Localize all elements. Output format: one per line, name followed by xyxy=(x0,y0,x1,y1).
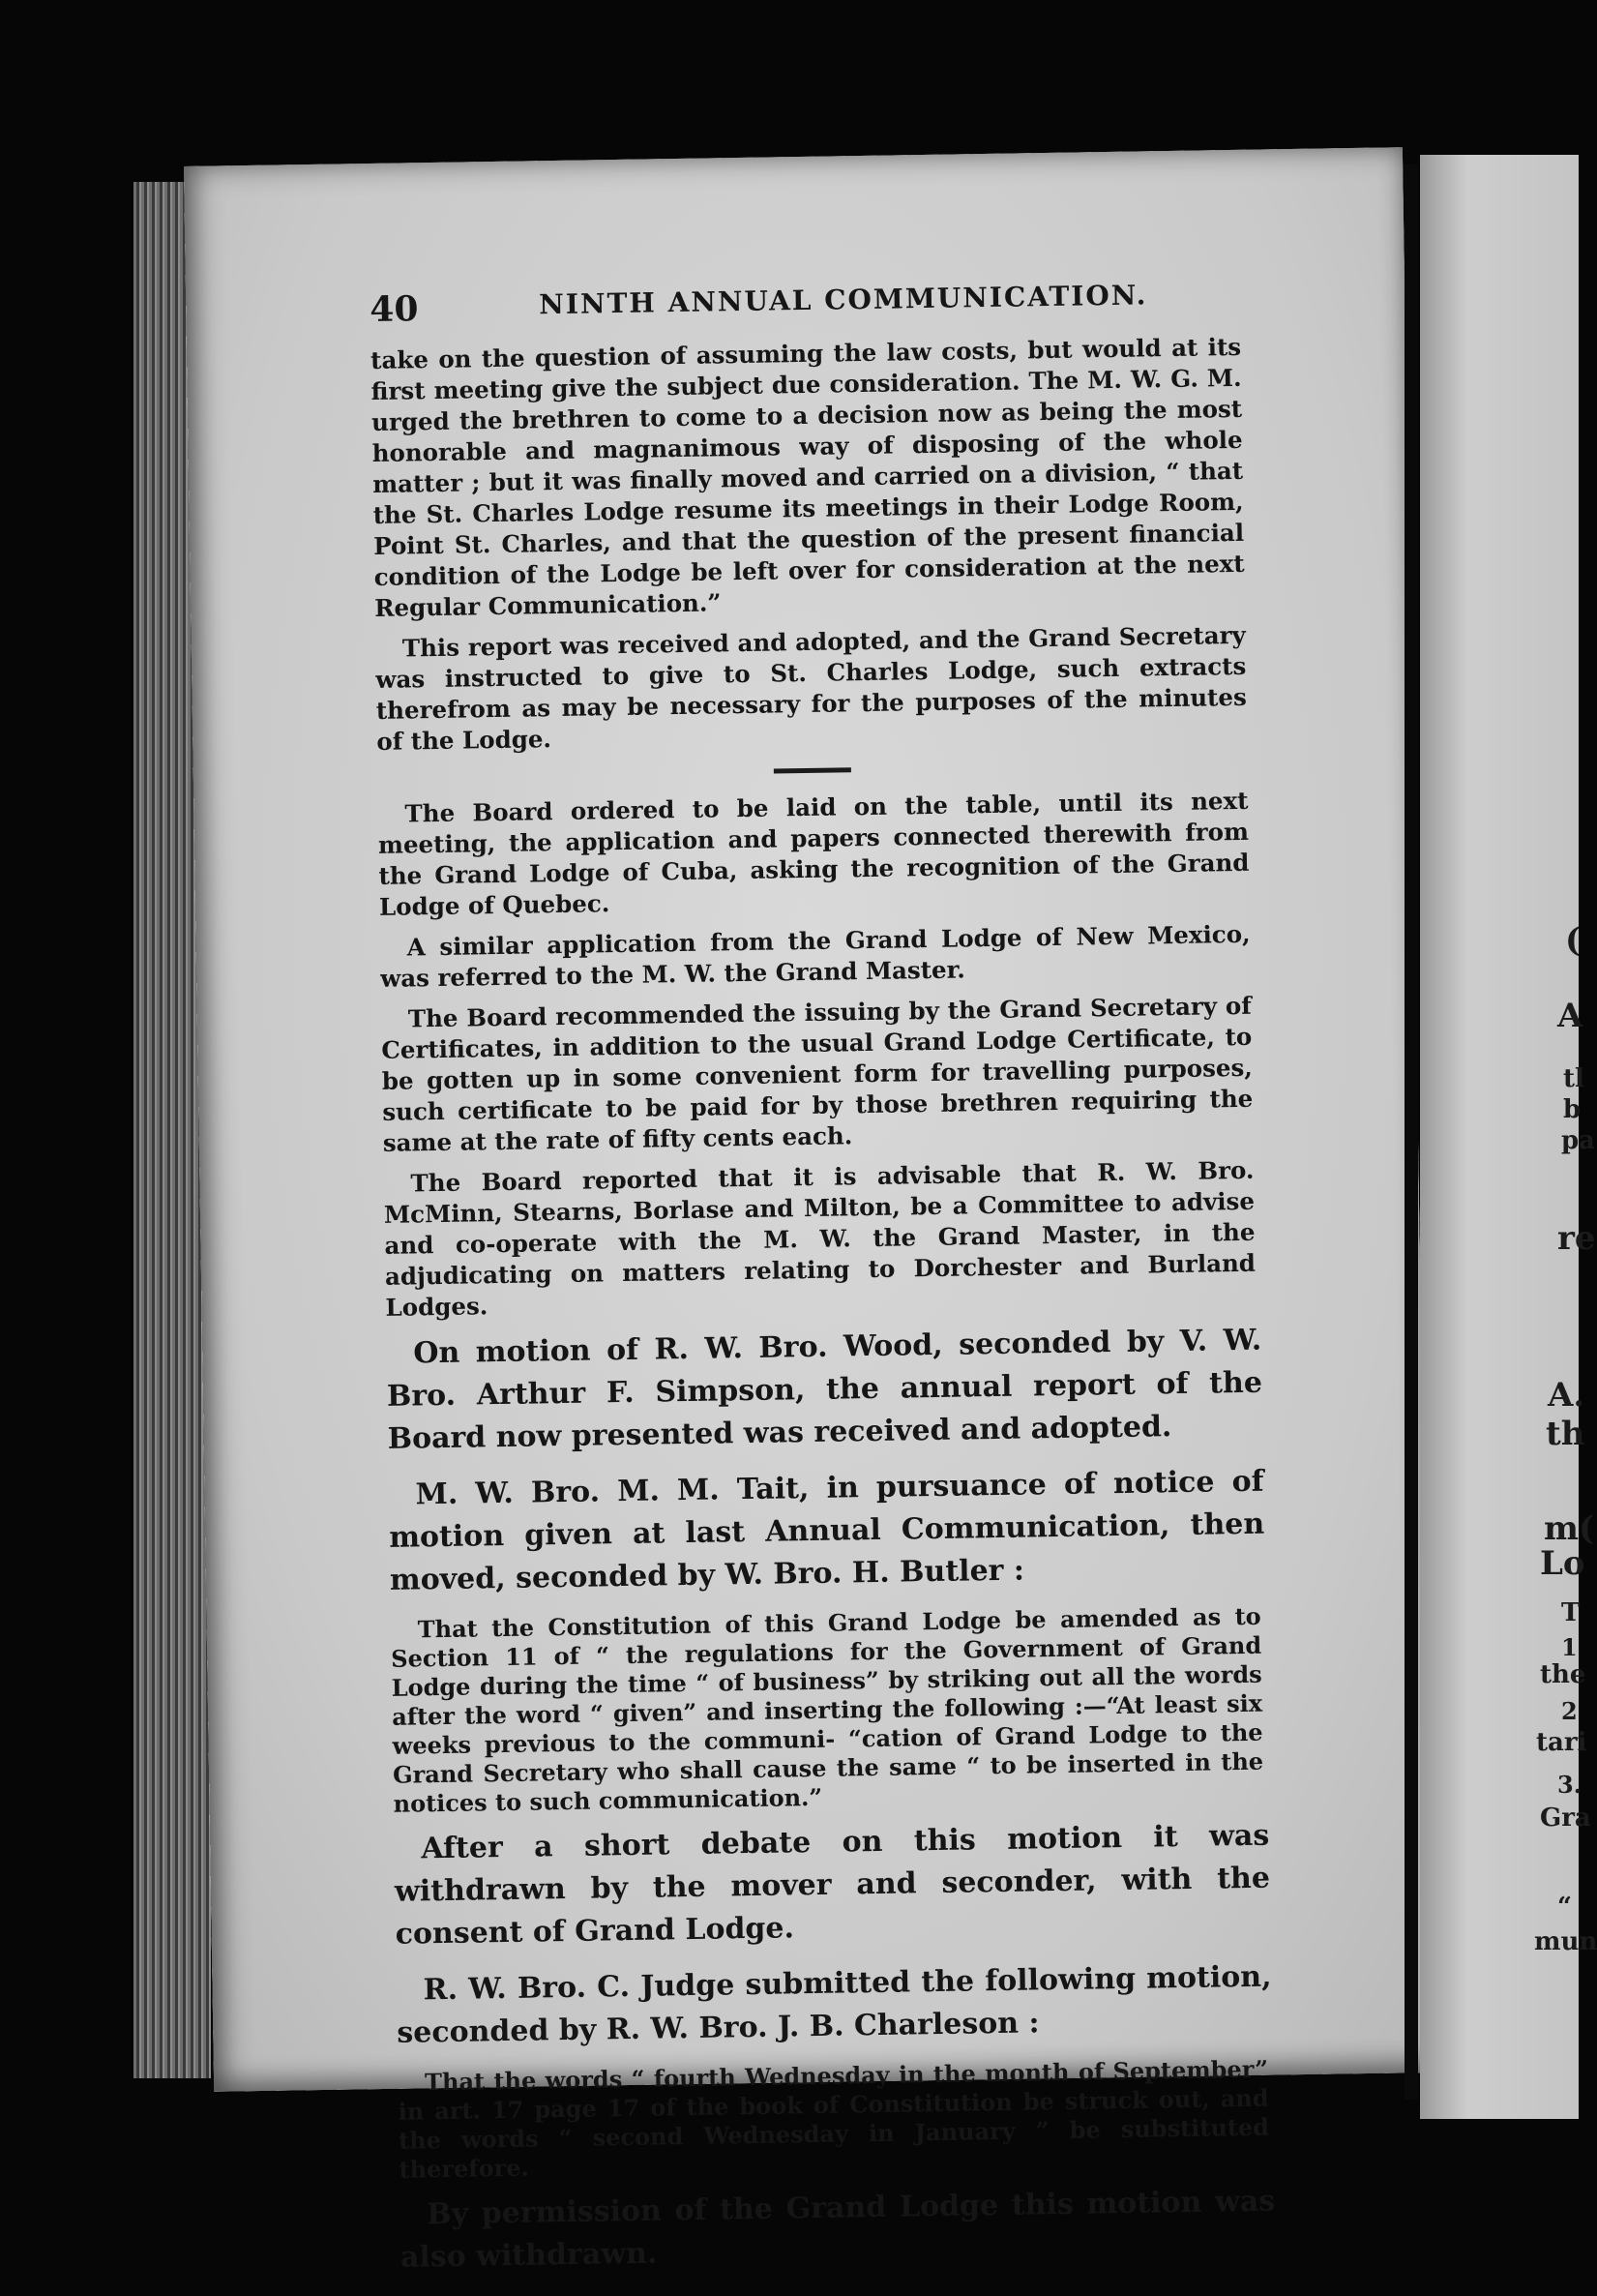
facing-fragment: b xyxy=(1563,1095,1582,1124)
facing-fragment: 1 xyxy=(1561,1633,1578,1661)
facing-fragment: re xyxy=(1557,1219,1596,1258)
facing-fragment: 2 xyxy=(1561,1697,1578,1725)
running-head: NINTH ANNUAL COMMUNICATION. xyxy=(539,279,1148,321)
facing-fragment: th xyxy=(1546,1415,1585,1453)
paragraph-cuba-application: The Board ordered to be laid on the table, until its next meeting, the application and papers connected therewith from the Grand Lodge of Cuba, asking the recognition of the Grand Lodge of Quebec. xyxy=(377,786,1250,921)
paragraph-permission-withdrawn: By permission of the Grand Lodge this motion was also withdrawn. xyxy=(399,2184,1276,2275)
paragraph-motion-judge: R. W. Bro. C. Judge submitted the following motion, seconded by R. W. Bro. J. B. Charleson : xyxy=(397,1959,1272,2050)
paragraph-motion-tait: M. W. Bro. M. M. Tait, in pursuance of notice of motion given at last Annual Communication, then moved, seconded by W. Bro. H. Butler : xyxy=(389,1464,1265,1597)
book-page xyxy=(184,147,1433,2275)
page-number: 40 xyxy=(370,288,419,330)
facing-fragment: Gra xyxy=(1540,1804,1591,1833)
facing-fragment: Lo xyxy=(1540,1544,1585,1583)
facing-fragment: the xyxy=(1540,1660,1586,1689)
facing-fragment: tari xyxy=(1536,1728,1587,1757)
paragraph-report-adopted: This report was received and adopted, and the Grand Secretary was instructed to give to St. Charles Lodge, such extracts therefrom as may be necessary for the purposes of the minutes of the Lodge. xyxy=(375,620,1247,756)
facing-fragment: m( xyxy=(1544,1509,1595,1548)
facing-fragment: A xyxy=(1557,997,1583,1035)
facing-fragment: “ xyxy=(1557,1893,1572,1922)
paragraph-withdrawn: After a short debate on this motion it was withdrawn by the mover and seconder, with the consent of Grand Lodge. xyxy=(394,1818,1271,1952)
facing-page xyxy=(1420,155,1597,2119)
paragraph-new-mexico: A similar application from the Grand Lodge of New Mexico, was referred to the M. W. the Grand Master. xyxy=(379,919,1251,993)
facing-fragment: tl xyxy=(1563,1064,1584,1093)
facing-fragment: 3. xyxy=(1557,1771,1582,1799)
facing-fragment: pa xyxy=(1561,1126,1596,1155)
paragraph-motion-wood: On motion of R. W. Bro. Wood, seconded by V. W. Bro. Arthur F. Simpson, the annual report of the Board now presented was received and adopted. xyxy=(386,1323,1263,1456)
paragraph-committee: The Board reported that it is advisable that R. W. Bro. McMinn, Stearns, Borlase and Milton, be a Committee to advise and co-operate with the M. W. the Grand Master, in the adjudicating on matters relating to Dorchester and Burland Lodges. xyxy=(383,1155,1257,1322)
quote-wednesday-motion: That the words “ fourth Wednesday in the month of September” in art. 17 page 17 of the book of Constitution be struck out, and the words “ second Wednesday in January ” be substituted therefore. xyxy=(398,2054,1270,2184)
quote-constitution-amendment: That the Constitution of this Grand Lodge be amended as to Section 11 of “ the regulations for the Government of Grand Lodge during the time “ of business” by striking out all the words after the word “ given” and inserting the following :—“At least six weeks previous to the communi- “cation of Grand Lodge to the Grand Secretary who shall cause the same “ to be inserted in the notices to such communication.” xyxy=(391,1601,1264,1818)
book-gutter xyxy=(1405,164,1418,2100)
paragraph-certificates: The Board recommended the issuing by the Grand Secretary of Certificates, in addition to the usual Grand Lodge Certificate, to be gotten up in some convenient form for travelling purposes, such certificate to be paid for by those brethren requiring the same at the rate of fifty cents each. xyxy=(381,991,1254,1157)
facing-fragment: ( xyxy=(1565,921,1582,960)
facing-fragment: T xyxy=(1561,1598,1581,1627)
paragraph-law-costs: take on the question of assuming the law costs, but would at its first meeting give the subject due consideration. The M. W. G. M. urged the brethren to come to a decision now as being the most honorable and magnanimous way of disposing of the whole matter ; but it was finally moved and carried on a division, “ that the St. Charles Lodge resume its meetings in their Lodge Room, Point St. Charles, and that the question of the present financial condition of the Lodge be left over for consideration at the next Regular Communication.” xyxy=(370,332,1245,622)
page-header xyxy=(370,274,1357,338)
page-body xyxy=(370,332,1276,2293)
section-divider xyxy=(774,767,851,773)
facing-fragment: mun xyxy=(1534,1927,1597,1956)
facing-fragment: A. xyxy=(1548,1376,1585,1415)
